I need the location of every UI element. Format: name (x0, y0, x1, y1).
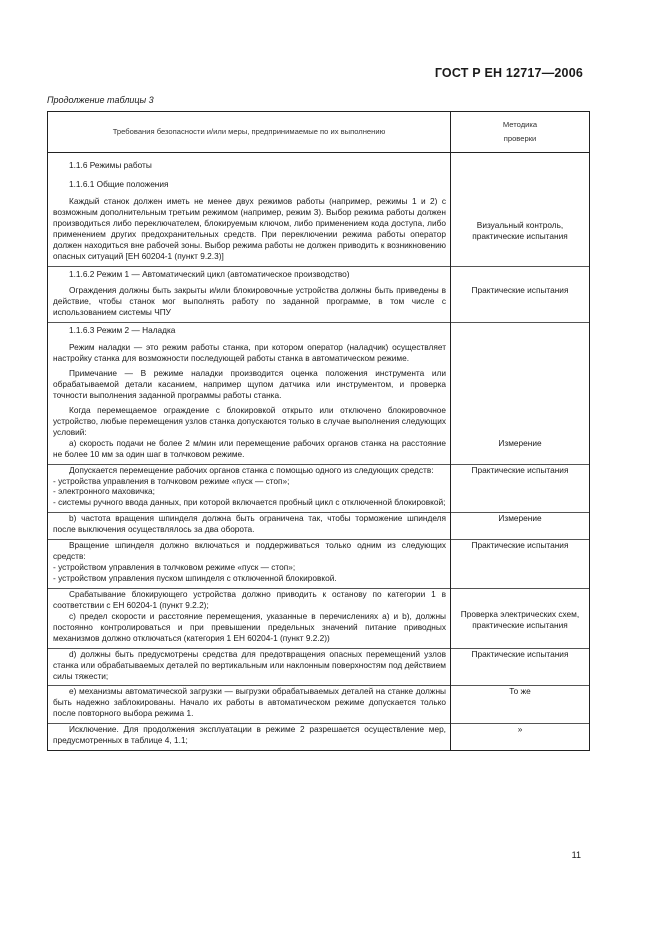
subsection-heading: 1.1.6.2 Режим 1 — Автоматический цикл (автоматическое производство) (69, 268, 350, 279)
method-cell: То же (509, 686, 531, 697)
method-cell: Практические испытания (471, 540, 569, 551)
table-row (48, 540, 590, 589)
table-row (48, 196, 590, 266)
table-row (48, 342, 590, 368)
table-row (48, 323, 590, 342)
table-row (48, 266, 590, 285)
document-code: ГОСТ Р ЕН 12717—2006 (434, 66, 583, 80)
col-header-method-line1: Методика (502, 119, 538, 129)
method-cell: Проверка электрических схем, практические испытания (460, 608, 580, 630)
method-cell: Измерение (498, 513, 542, 524)
requirement-text: Когда перемещаемое ограждение с блокировкой открыто или отключено блокировочное устройство, любые перемещения узлов станка допускаются только в случае выполнения следующих условий: (53, 404, 446, 437)
col-header-method (451, 112, 590, 153)
requirements-table-container (47, 111, 589, 835)
col-header-method-line2: проверки (503, 134, 537, 143)
requirement-item: - устройства управления в толчковом режиме «пуск — стоп»; (53, 475, 290, 486)
requirement-text: Каждый станок должен иметь не менее двух режимов работы (например, режимы 1 и 2) с возможным дополнительным третьим режимом (например, режим 3). Выбор режима работы должен производиться либо переключателем, блокируемым ключом, либо применением кода доступа, либо применением других предохранительных средств. При переключении режима работы оператор должен находиться вне рабочей зоны. Выбор режима работы не должен приводить к возникновению опасных ситуаций [ЕН 60204-1 (пункт 9.2.3)] (53, 195, 446, 261)
table-caption: Продолжение таблицы 3 (47, 95, 154, 105)
method-cell: Практические испытания (471, 648, 569, 659)
method-cell: » (517, 724, 523, 735)
table-row (48, 588, 590, 648)
table-row (48, 513, 590, 540)
requirements-table (47, 111, 590, 751)
requirement-item: е) механизмы автоматической загрузки — выгрузки обрабатываемых деталей на станке должны быть надежно заблокированы. Начало их работы в автоматическом режиме допускается только после повторного выбора режима 1. (53, 686, 446, 719)
table-row (48, 724, 590, 751)
table-row (48, 405, 590, 464)
requirement-item: - устройством управления пуском шпинделя с отключенной блокировкой. (53, 573, 337, 583)
method-cell: Визуальный контроль, практические испытания (472, 219, 568, 241)
page-number: 11 (571, 850, 581, 860)
requirement-item: с) предел скорости и расстояние перемещения, указанные в перечислениях а) и b), должны постоянно контролироваться и при превышении предельных значений питание приводных механизмов должно отключаться (категория 1 ЕН 60204-1 (пункт 9.2.2)) (53, 610, 446, 643)
requirement-text: b) частота вращения шпинделя должна быть ограничена так, чтобы торможение шпинделя после выключения осуществлялось за два оборота. (53, 513, 446, 535)
requirement-item: а) скорость подачи не более 2 м/мин или перемещение рабочих органов станка на расстояние не более 10 мм за один шаг в толчковом режиме. (53, 437, 446, 459)
requirement-item: - устройством управления в толчковом режиме «пуск — стоп»; (53, 562, 296, 573)
subsection-heading: 1.1.6.1 Общие положения (69, 178, 169, 189)
requirement-text: Режим наладки — это режим работы станка, при котором оператор (наладчик) осуществляет настройку станка для возможности последующей работы станка в автоматическом режиме. (53, 342, 446, 364)
requirement-text: Исключение. Для продолжения эксплуатации в режиме 2 разрешается осуществление мер, предусмотренных в таблице 4, 1.1; (53, 724, 446, 746)
requirement-text: Ограждения должны быть закрыты и/или блокировочные устройства должны быть приведены в действие, чтобы станок мог выполнять работу по заданной программе, в том числе с использованием системы ЧПУ (53, 285, 446, 318)
requirement-text: Вращение шпинделя должно включаться и поддерживаться только одним из следующих средств: (53, 540, 446, 562)
table-row (48, 285, 590, 322)
table-row (48, 368, 590, 405)
table-row (48, 177, 590, 196)
requirement-text: Допускается перемещение рабочих органов станка с помощью одного из следующих средств: (69, 464, 434, 475)
col-header-requirements: Требования безопасности и/или меры, предпринимаемые по их выполнению (48, 112, 451, 153)
method-cell: Практические испытания (471, 285, 569, 296)
table-row (48, 648, 590, 686)
requirement-text: Срабатывание блокирующего устройства должно приводить к останову по категории 1 в соответствии с ЕН 60204-1 (пункт 9.2.2); (53, 588, 446, 610)
method-cell: Практические испытания (471, 464, 569, 475)
method-cell: Измерение (498, 437, 542, 448)
section-heading: 1.1.6 Режимы работы (69, 160, 152, 170)
table-row (48, 153, 590, 177)
requirement-item: - системы ручного ввода данных, при которой включается пробный цикл с отключенной блокировкой; (53, 497, 446, 508)
note-text: Примечание — В режиме наладки производится оценка положения инструмента или обрабатываемой детали касанием, например щупом датчика или инструментом, и проверка точности выполнения заданной программы работы станка. (53, 368, 446, 400)
requirement-item: d) должны быть предусмотрены средства для предотвращения опасных перемещений узлов станка или обрабатываемых деталей по вертикальным или наклонным поверхностям под действием силы тяжести; (53, 648, 446, 681)
table-header-row (48, 112, 590, 153)
subsection-heading: 1.1.6.3 Режим 2 — Наладка (69, 325, 176, 336)
table-row (48, 686, 590, 724)
requirement-item: - электронного маховичка; (53, 486, 155, 497)
table-row (48, 464, 590, 513)
